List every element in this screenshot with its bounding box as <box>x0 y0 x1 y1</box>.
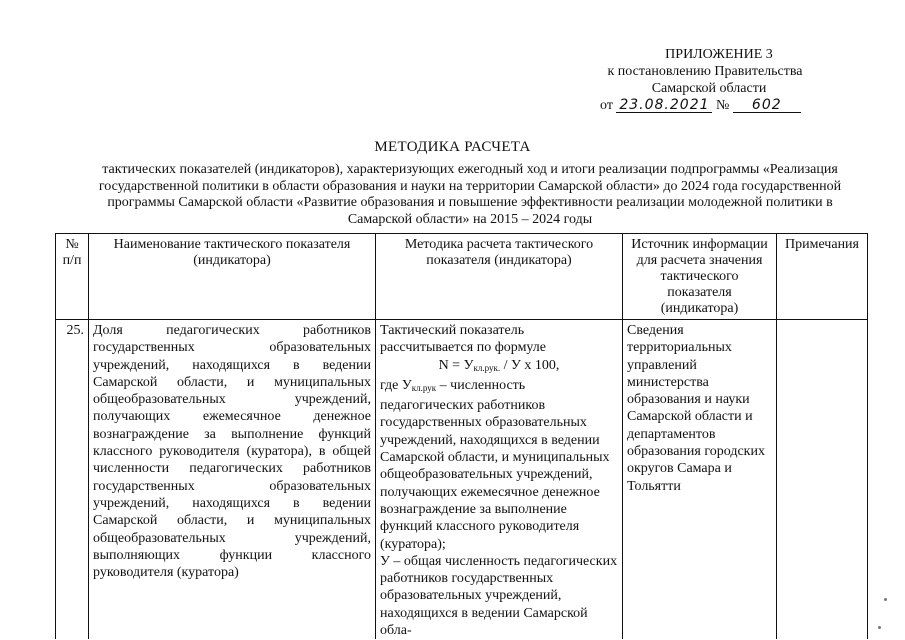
def1-prefix: где У <box>380 377 412 393</box>
annex-resolution-line: к постановлению Правительства <box>607 64 803 79</box>
header-method: Методика расчета тактического показателя (индикатора) <box>376 234 623 320</box>
document-subtitle: тактических показателей (индикаторов), характеризующих ежегодный ход и итоги реализации подпрограммы «Реализация государственной политики в области образования и науки на территории Самарской области» до 2024 года государственной программы Самарской области «Развитие образования и повышение эффективности реализации молодежной политики в Самарской области» на 2015 – 2024 годы <box>98 162 842 227</box>
formula-sub: кл.рук. <box>473 362 501 373</box>
annex-region-line: Самарской области <box>651 81 767 96</box>
date-prefix: от <box>600 98 613 113</box>
number-sign: № <box>715 98 730 113</box>
table-header-row <box>56 234 868 320</box>
handwritten-date: 23.08.2021 <box>616 98 712 113</box>
formula-left: N = У <box>438 357 474 373</box>
def1-sub: кл.рук <box>411 382 437 393</box>
row-source: Сведения территориальных управлений министерства образования и науки Самарской области и департаментов образования городских округов Самара и Тольятти <box>623 320 777 640</box>
document-title: МЕТОДИКА РАСЧЕТА <box>374 139 531 155</box>
annex-block <box>600 46 810 114</box>
header-name: Наименование тактического показателя (индикатора) <box>89 234 376 320</box>
table-row <box>56 320 868 640</box>
def1-text: – численность педагогических работников государственных образовательных учреждений, находящихся в ведении Самарской области, и муниципальных общеобразовательных учреждений, получающих ежемесячное денежное вознаграждение за выполнение функций классного руководителя (куратора); <box>380 377 610 552</box>
scan-speck <box>884 598 887 601</box>
row-indicator-name: Доля педагогических работников государственных образовательных учреждений, находящихся в ведении Самарской области, и муниципальных общеобразовательных учреждений, получающих ежемесячное денежное вознаграждение за выполнение функций классного руководителя (куратора), в общей численности педагогических работников государственных образовательных учреждений, находящихся в ведении Самарской области, и муниципальных общеобразовательных учреждений, выполняющих функции классного руководителя (куратора) <box>89 320 376 640</box>
row-method <box>376 320 623 640</box>
row-notes <box>777 320 868 640</box>
header-num: № п/п <box>56 234 89 320</box>
header-notes: Примечания <box>777 234 868 320</box>
annex-date-line <box>600 97 810 114</box>
method-intro: Тактический показатель рассчитывается по формуле <box>380 323 547 356</box>
definition-2: У – общая численность педагогических работников государственных образовательных учреждений, находящихся в ведении Самарской обла- <box>380 553 618 639</box>
annex-heading: ПРИЛОЖЕНИЕ 3 <box>665 47 773 62</box>
scan-speck <box>878 626 881 629</box>
handwritten-number: 602 <box>733 98 801 113</box>
definition-1 <box>380 377 618 553</box>
row-num: 25. <box>56 320 89 640</box>
formula <box>380 357 618 377</box>
indicators-table <box>55 233 868 639</box>
formula-right: / У х 100, <box>500 357 560 373</box>
header-source: Источник информации для расчета значения тактического показателя (индикатора) <box>623 234 777 320</box>
